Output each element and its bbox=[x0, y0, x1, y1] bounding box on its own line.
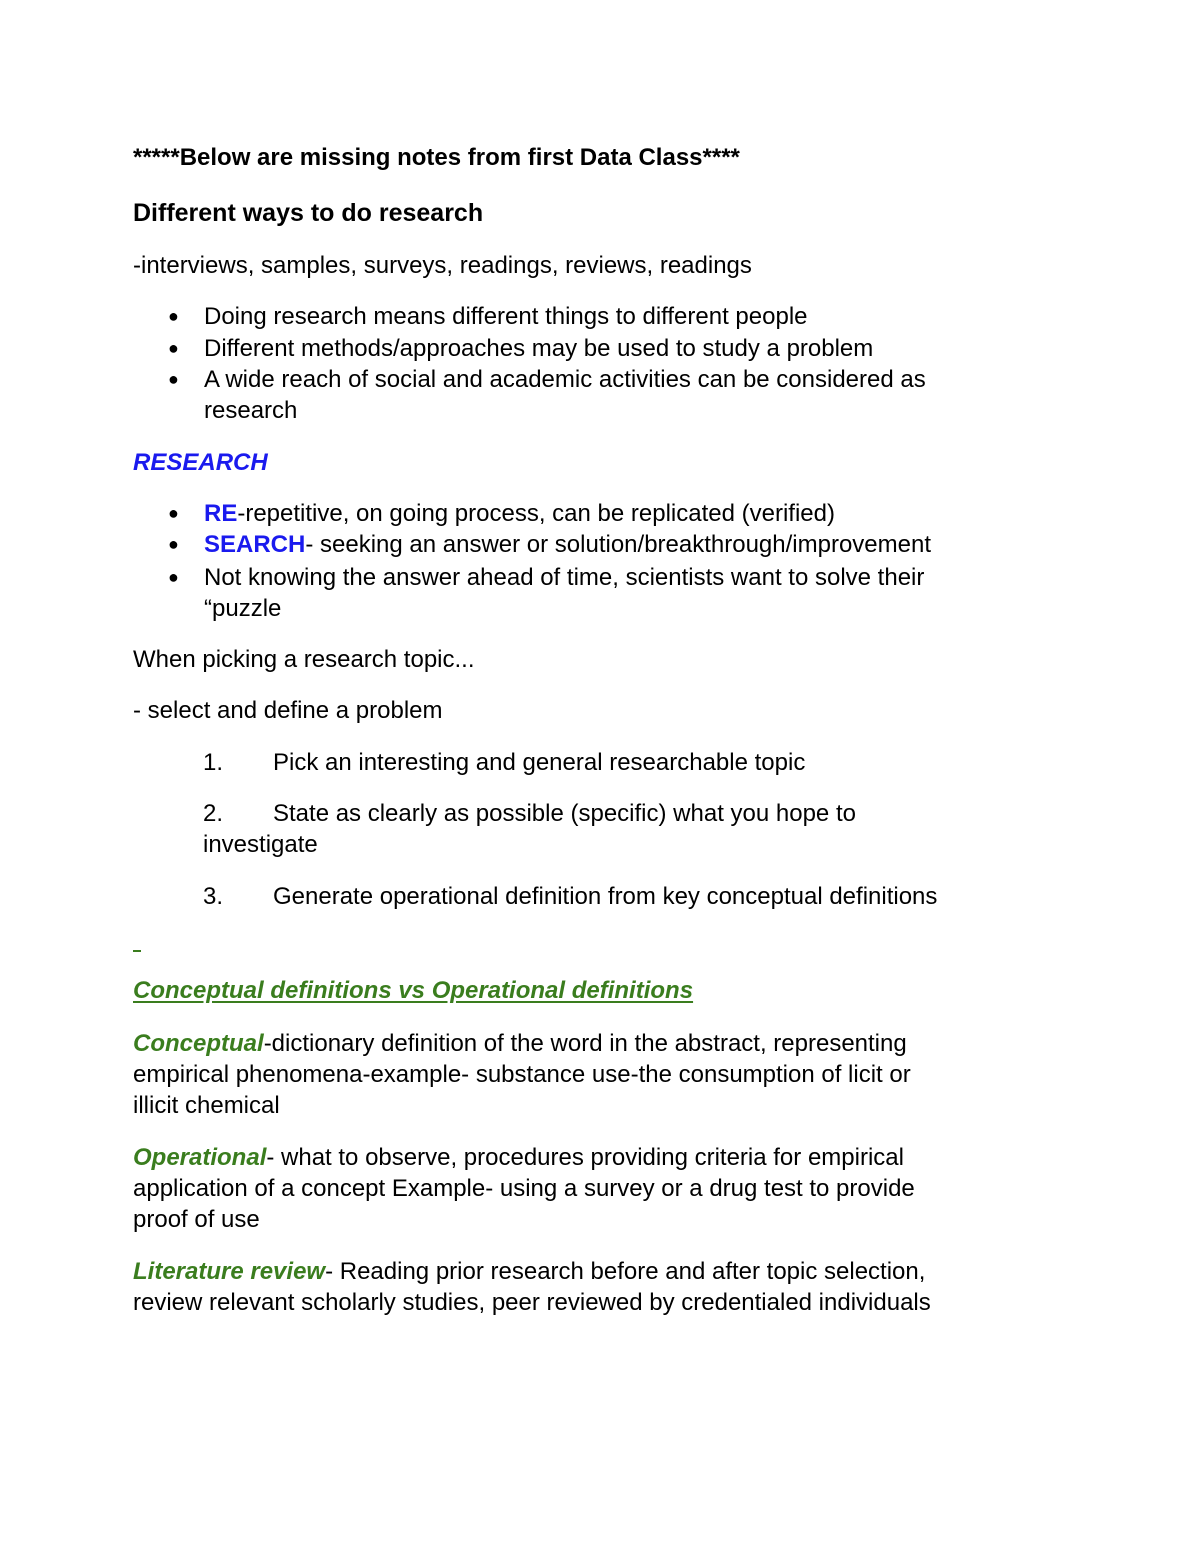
operational-term: Operational bbox=[133, 1144, 267, 1171]
operational-definition: Operational- what to observe, procedures providing criteria for empirical bbox=[133, 1144, 904, 1171]
bullet-icon: ● bbox=[168, 369, 179, 389]
conceptual-term: Conceptual bbox=[133, 1030, 264, 1057]
page-title: *****Below are missing notes from first Data Class**** bbox=[133, 144, 740, 171]
bullet-icon: ● bbox=[168, 503, 179, 523]
research-methods-list: -interviews, samples, surveys, readings, reviews, readings bbox=[133, 252, 752, 279]
search-term: SEARCH bbox=[204, 531, 306, 558]
literature-review-definition: Literature review- Reading prior research before and after topic selection, bbox=[133, 1258, 926, 1285]
bullet-icon: ● bbox=[168, 338, 179, 358]
topic-sub: - select and define a problem bbox=[133, 697, 443, 724]
conceptual-definition-line: empirical phenomena-example- substance use-the consumption of licit or bbox=[133, 1061, 911, 1088]
green-dash-mark bbox=[133, 950, 141, 952]
bullet-icon: ● bbox=[168, 567, 179, 587]
literature-review-term: Literature review bbox=[133, 1258, 326, 1285]
document-page: *****Below are missing notes from first Data Class**** Different ways to do research -interviews, samples, surveys, readings, reviews, readings ● Doing research means different things to different people ● Different methods/approaches may be used to study a problem ● A wide reach of social and academic activities can be considered as research RESEARCH ● RE-repetitive, on going process, can be replicated (verified) ● SEARCH- seeking an answer or solution/breakthrough/improvement ● Not knowing the answer ahead of time, scientists want to solve their “puzzle When picking a research topic... - select and define a problem 1. Pick an interesting and general researchable topic 2. State as clearly as possible (specific) what you hope to investigate 3. Generate operational definition from key conceptual definitions Conceptual definitions vs Operational definitions Conceptual-dictionary definition of the word in the abstract, representing empirical phenomena-example- substance use-the consumption of licit or illicit chemical Operational- what to observe, procedures providing criteria for empirical application of a concept Example- using a survey or a drug test to provide proof of use Literature review- Reading prior research before and after topic selection, review relevant scholarly studies, peer reviewed by credentialed individuals bbox=[0, 0, 1200, 1553]
definitions-heading: Conceptual definitions vs Operational definitions bbox=[133, 977, 694, 1004]
conceptual-definition: Conceptual-dictionary definition of the word in the abstract, representing bbox=[133, 1030, 907, 1057]
section-heading-research-ways: Different ways to do research bbox=[133, 199, 484, 227]
bullet-icon: ● bbox=[168, 534, 179, 554]
operational-definition-line: proof of use bbox=[133, 1206, 260, 1233]
conceptual-definition-line: illicit chemical bbox=[133, 1092, 280, 1119]
re-term: RE bbox=[204, 500, 238, 527]
literature-review-line: review relevant scholarly studies, peer reviewed by credentialed individuals bbox=[133, 1289, 931, 1316]
topic-intro: When picking a research topic... bbox=[133, 646, 475, 673]
research-heading: RESEARCH bbox=[133, 449, 268, 476]
operational-definition-line: application of a concept Example- using a survey or a drug test to provide bbox=[133, 1175, 915, 1202]
bullet-icon: ● bbox=[168, 306, 179, 326]
